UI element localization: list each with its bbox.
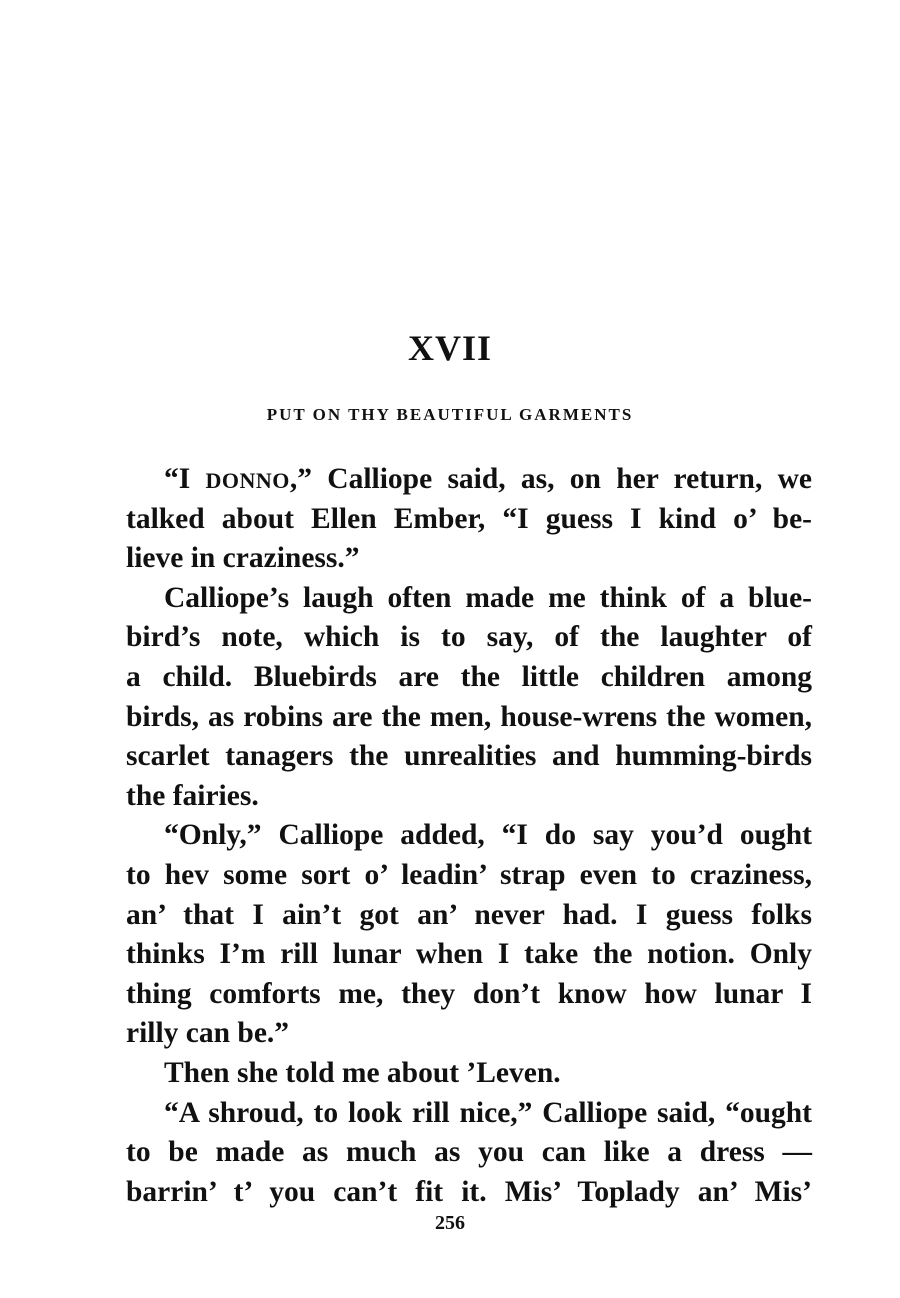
text-line: the fairies.: [126, 779, 259, 812]
text-line: scarlet tanagers the unrealities and humming-birds: [126, 740, 812, 773]
text-line: bird’s note, which is to say, of the laughter of: [126, 621, 812, 654]
text-line: talked about Ellen Ember, “I guess I kind o’ be-: [126, 502, 812, 535]
text-line: [88, 1094, 812, 1134]
text-line: thinks I’m rill lunar when I take the notion. Only: [126, 938, 812, 971]
line-text: “Only,” Calliope added, “I do say you’d ought: [164, 819, 812, 852]
text-line: [88, 816, 812, 856]
chapter-title: PUT ON THY BEAUTIFUL GARMENTS: [266, 405, 634, 424]
text-line: to hev some sort o’ leadin’ strap even to craziness,: [126, 858, 812, 891]
line-text: ,” Calliope said, as, on her return, we: [289, 463, 812, 495]
paragraph: [88, 460, 812, 579]
line-text: Then she told me about ’Leven.: [164, 1056, 561, 1089]
text-line: birds, as robins are the men, house-wrens the women,: [126, 700, 812, 733]
text-line: barrin’ t’ you can’t fit it. Mis’ Toplady an’ Mis’: [126, 1175, 812, 1208]
paragraph: [88, 1094, 812, 1213]
line-text: Calliope’s laugh often made me think of a blue-: [164, 581, 812, 614]
text-line: thing comforts me, they don’t know how lunar I: [126, 977, 812, 1010]
text-line: [88, 1054, 812, 1094]
text-line: [88, 460, 812, 500]
page-number: 256: [435, 1212, 465, 1234]
small-caps-word: DONNO: [205, 468, 290, 493]
text-line: [88, 579, 812, 619]
text-line: an’ that I ain’t got an’ never had. I guess folks: [126, 898, 812, 931]
text-line: a child. Bluebirds are the little children among: [126, 660, 812, 693]
chapter-number: XVII: [407, 328, 492, 368]
line-text: “A shroud, to look rill nice,” Calliope said, “ought: [164, 1096, 812, 1129]
text-line: to be made as much as you can like a dress —: [126, 1136, 812, 1169]
text-line: rilly can be.”: [126, 1017, 290, 1050]
line-text: “I: [164, 463, 206, 495]
paragraph: [88, 1054, 812, 1094]
body-text: [88, 460, 812, 1212]
paragraph: [88, 816, 812, 1054]
text-line: lieve in craziness.”: [126, 542, 360, 575]
paragraph: [88, 579, 812, 817]
